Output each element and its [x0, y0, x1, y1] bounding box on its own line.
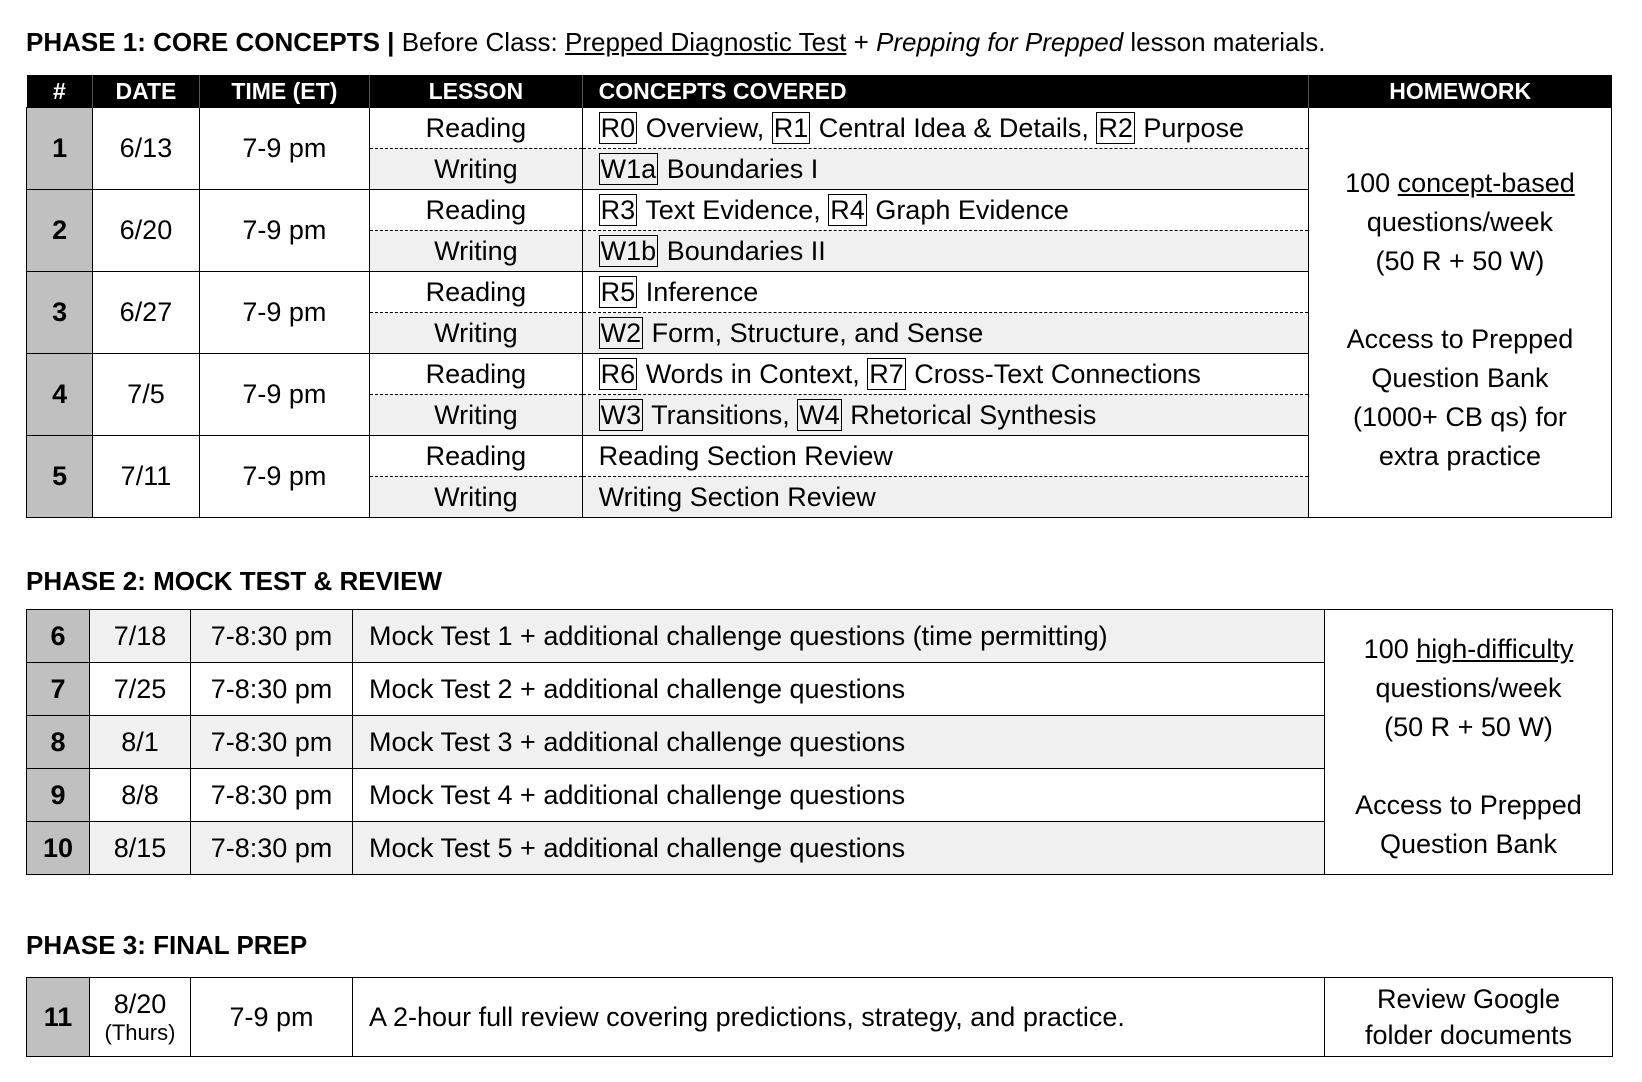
concept-code: R1 [773, 112, 809, 143]
session-date [90, 978, 191, 1057]
phase3-title [26, 930, 307, 960]
session-number: 9 [27, 769, 90, 822]
concept-text: Rhetorical Synthesis [842, 399, 1097, 430]
lesson-type: Reading [370, 436, 583, 477]
session-time: 7-8:30 pm [191, 822, 353, 875]
concept-code: W3 [600, 399, 642, 430]
concept-text: Words in Context, [638, 358, 868, 389]
concept-code: R7 [869, 358, 904, 389]
concept-text: Writing Section Review [598, 481, 876, 512]
header-time: TIME (ET) [199, 75, 369, 108]
homework-line: 100 [1363, 634, 1417, 664]
concept-code: W2 [600, 317, 642, 348]
homework-emphasis: concept-based [1397, 167, 1575, 198]
concepts-covered [582, 231, 1308, 272]
lesson-type: Reading [370, 108, 583, 149]
session-description: Mock Test 3 + additional challenge questions [353, 716, 1325, 769]
concept-text: Form, Structure, and Sense [644, 317, 984, 348]
concept-text: Boundaries II [659, 235, 826, 266]
session-number: 10 [27, 822, 90, 875]
phase2-title [26, 566, 442, 596]
phase1-header-row [27, 75, 1612, 108]
session-date-value: 8/20 [113, 988, 167, 1019]
session-number: 4 [27, 354, 93, 436]
phase1-homework [1308, 108, 1611, 518]
lesson-type: Writing [370, 477, 583, 518]
concept-code: R6 [600, 358, 636, 389]
materials-rest: lesson materials. [1123, 27, 1326, 57]
plus-sign: + [846, 27, 876, 57]
concepts-covered [582, 395, 1308, 436]
concept-text: Graph Evidence [867, 194, 1069, 225]
concepts-covered [582, 190, 1308, 231]
concept-text: Purpose [1135, 112, 1244, 143]
homework-line: (50 R + 50 W) [1384, 712, 1553, 742]
phase1-title [26, 27, 1325, 57]
concepts-covered [582, 477, 1308, 518]
session-number: 7 [27, 663, 90, 716]
session-number: 2 [27, 190, 93, 272]
concept-text: Transitions, [644, 399, 798, 430]
session-date: 8/15 [90, 822, 191, 875]
homework-line: questions/week [1375, 673, 1562, 703]
session-number: 1 [27, 108, 93, 190]
session-date: 6/27 [93, 272, 199, 354]
lesson-type: Reading [370, 190, 583, 231]
concept-code: R3 [600, 194, 636, 225]
session-description: Mock Test 4 + additional challenge questions [353, 769, 1325, 822]
table-row [27, 610, 1613, 663]
concepts-covered [582, 108, 1308, 149]
question-bank-line: Question Bank [1371, 362, 1549, 393]
homework-line: (50 R + 50 W) [1375, 245, 1545, 276]
session-date: 6/20 [93, 190, 199, 272]
lesson-type: Writing [370, 231, 583, 272]
session-time: 7-9 pm [199, 436, 369, 518]
session-description: Mock Test 2 + additional challenge questions [353, 663, 1325, 716]
session-number: 5 [27, 436, 93, 518]
concept-text: Reading Section Review [598, 440, 893, 471]
session-date: 7/11 [93, 436, 199, 518]
session-description: A 2-hour full review covering predictions, strategy, and practice. [353, 978, 1325, 1057]
session-number: 8 [27, 716, 90, 769]
concepts-covered [582, 436, 1308, 477]
session-number: 11 [27, 978, 90, 1057]
concept-text: Boundaries I [659, 153, 819, 184]
session-time: 7-9 pm [199, 354, 369, 436]
concept-code: R0 [600, 112, 636, 143]
phase3-heading: PHASE 3: FINAL PREP [26, 930, 308, 960]
concepts-covered [582, 149, 1308, 190]
concept-code: R4 [830, 194, 865, 225]
concept-text: Inference [638, 276, 759, 307]
concept-text: Overview, [638, 112, 772, 143]
phase3-homework [1325, 978, 1613, 1057]
session-date: 8/8 [90, 769, 191, 822]
diagnostic-test-link[interactable]: Prepped Diagnostic Test [564, 27, 847, 57]
table-row [27, 108, 1612, 149]
phase2-heading: PHASE 2: MOCK TEST & REVIEW [26, 566, 443, 596]
lesson-type: Writing [370, 313, 583, 354]
session-time: 7-8:30 pm [191, 663, 353, 716]
session-date: 8/1 [90, 716, 191, 769]
session-date: 6/13 [93, 108, 199, 190]
question-bank-line: Question Bank [1379, 829, 1558, 859]
session-date: 7/5 [93, 354, 199, 436]
concept-text: Central Idea & Details, [811, 112, 1097, 143]
lesson-type: Writing [370, 149, 583, 190]
question-bank-line: Access to Prepped [1355, 790, 1582, 820]
concept-code: R2 [1098, 112, 1133, 143]
session-date-note: (Thurs) [104, 1019, 176, 1045]
question-bank-line: extra practice [1378, 440, 1541, 471]
session-time: 7-9 pm [199, 108, 369, 190]
homework-line: 100 [1345, 167, 1398, 198]
concept-code: R5 [600, 276, 636, 307]
session-time: 7-8:30 pm [191, 610, 353, 663]
phase1-separator: | [379, 27, 402, 57]
header-homework: HOMEWORK [1308, 75, 1611, 108]
concept-text: Cross-Text Connections [906, 358, 1201, 389]
concepts-covered [582, 272, 1308, 313]
session-description: Mock Test 5 + additional challenge questions [353, 822, 1325, 875]
session-date: 7/18 [90, 610, 191, 663]
phase2-table [26, 609, 1613, 875]
question-bank-line: (1000+ CB qs) for [1353, 401, 1567, 432]
session-number: 6 [27, 610, 90, 663]
homework-line: folder documents [1364, 1020, 1573, 1050]
concept-code: W1a [600, 153, 657, 184]
session-time: 7-9 pm [191, 978, 353, 1057]
concepts-covered [582, 313, 1308, 354]
table-row [27, 978, 1613, 1057]
concept-code: W1b [600, 235, 657, 266]
before-class-label: Before Class: [401, 27, 565, 57]
header-date: DATE [93, 75, 199, 108]
lesson-type: Reading [370, 354, 583, 395]
header-lesson: LESSON [370, 75, 583, 108]
homework-line: questions/week [1366, 206, 1553, 237]
concept-text: Text Evidence, [638, 194, 829, 225]
concepts-covered [582, 354, 1308, 395]
phase1-table [26, 75, 1612, 518]
header-concepts: CONCEPTS COVERED [582, 75, 1308, 108]
homework-line: Review Google [1376, 984, 1561, 1014]
header-num: # [27, 75, 93, 108]
materials-title: Prepping for Prepped [875, 27, 1124, 57]
session-time: 7-8:30 pm [191, 769, 353, 822]
lesson-type: Writing [370, 395, 583, 436]
session-description: Mock Test 1 + additional challenge questions (time permitting) [353, 610, 1325, 663]
concept-code: W4 [799, 399, 840, 430]
homework-emphasis: high-difficulty [1416, 634, 1574, 664]
phase1-heading: PHASE 1: CORE CONCEPTS [26, 27, 380, 57]
session-number: 3 [27, 272, 93, 354]
question-bank-line: Access to Prepped [1346, 323, 1574, 354]
session-date: 7/25 [90, 663, 191, 716]
phase2-homework [1325, 610, 1613, 875]
session-time: 7-8:30 pm [191, 716, 353, 769]
session-time: 7-9 pm [199, 190, 369, 272]
lesson-type: Reading [370, 272, 583, 313]
phase3-table [26, 977, 1613, 1057]
session-time: 7-9 pm [199, 272, 369, 354]
